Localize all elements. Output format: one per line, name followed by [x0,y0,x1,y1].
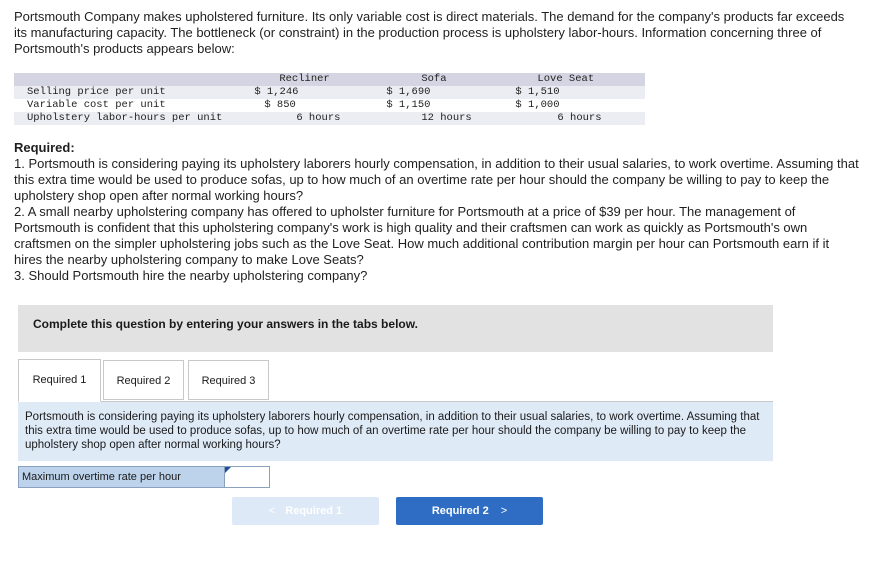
question-text: Portsmouth is considering paying its upholstery laborers hourly compensation, in addition to their usual salaries, to work overtime. Assuming that this extra time would be used to produce sofas, up to how much of an overtime rate per hour should the company be willing to pay to keep the upholstery shop open after normal working hours? [25,411,760,451]
table-cell: $ 1,690 [386,86,431,98]
answer-label: Maximum overtime rate per hour [18,466,226,488]
question-panel [18,401,773,461]
tab-required-3[interactable]: Required 3 [188,360,269,400]
row-label: Variable cost per unit [27,99,166,111]
required-item-3: 3. Should Portsmouth hire the nearby upholstering company? [14,268,368,283]
product-data-table [14,73,645,125]
table-header-love-seat: Love Seat [537,73,595,85]
table-cell: $ 1,510 [515,86,560,98]
instruction-banner [18,305,773,352]
tab-required-2[interactable]: Required 2 [103,360,184,400]
answer-row [18,466,270,488]
table-cell: $ 1,000 [515,99,560,111]
table-cell: 6 hours [296,112,341,124]
prev-button[interactable] [232,497,379,525]
tab-required-1[interactable]: Required 1 [18,359,101,402]
table-cell: 12 hours [421,112,472,124]
required-title: Required: [14,140,75,155]
table-cell: $ 850 [264,99,296,111]
table-header-sofa: Sofa [421,73,447,85]
table-row [14,86,645,99]
table-row [14,112,645,125]
next-button-label: Required 2 [431,505,489,517]
chevron-left-icon: < [268,505,276,517]
row-label: Selling price per unit [27,86,166,98]
table-cell: $ 1,246 [254,86,299,98]
table-cell: 6 hours [557,112,602,124]
table-header-row [14,73,645,86]
intro-text: Portsmouth Company makes upholstered furniture. Its only variable cost is direct materials. The demand for the company's products far exceeds its manufacturing capacity. The bottleneck (or constraint) in the production process is upholstery labor-hours. Information concerning three of Portsmouth's products appears below: [14,9,845,56]
table-cell: $ 1,150 [386,99,431,111]
table-header-recliner: Recliner [279,73,330,85]
required-item-2: 2. A small nearby upholstering company has offered to upholster furniture for Portsmouth at a price of $39 per hour. The management of Portsmouth is confident that this upholstering company's work is high quality and their craftsmen can work as quickly as Portsmouth's own craftsmen on the simpler upholstering jobs such as the Love Seat. How much additional contribution margin per hour can Portsmouth earn if it hires the nearby upholstering company to make Love Seats? [14,204,830,267]
instruction-text: Complete this question by entering your answers in the tabs below. [33,317,418,331]
row-label: Upholstery labor-hours per unit [27,112,223,124]
chevron-right-icon: > [500,505,508,517]
required-section [14,140,859,284]
table-header-blank [14,73,250,86]
prev-button-label: Required 1 [285,505,343,517]
required-item-1: 1. Portsmouth is considering paying its upholstery laborers hourly compensation, in addition to their usual salaries, to work overtime. Assuming that this extra time would be used to produce sofas, up to how much of an overtime rate per hour should the company be willing to pay to keep the upholstery shop open after normal working hours? [14,156,859,203]
input-corner-marker [225,467,231,473]
next-button[interactable] [396,497,543,525]
table-row [14,99,645,112]
